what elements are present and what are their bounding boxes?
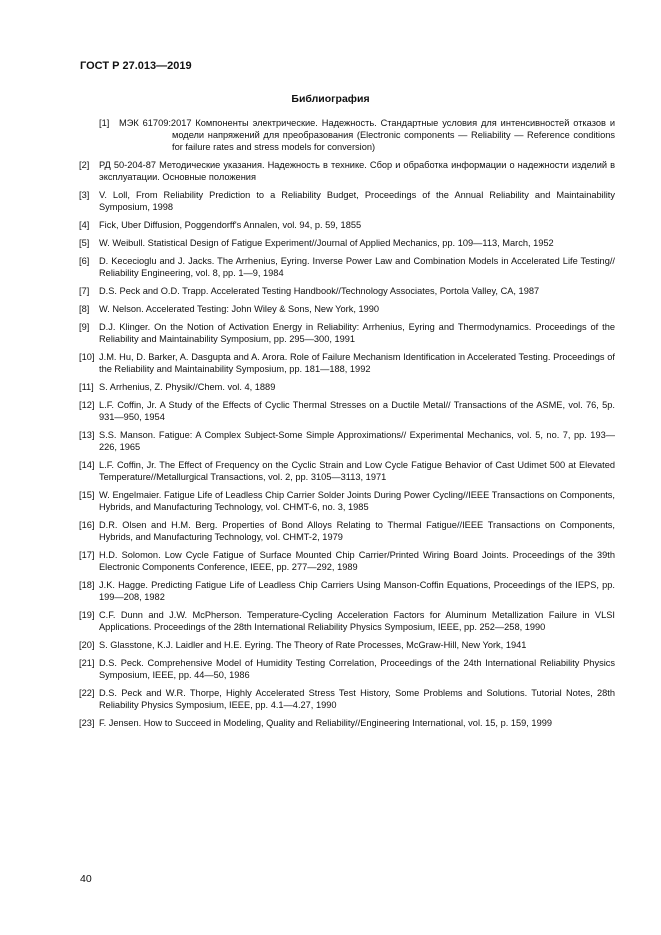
entry-text: L.F. Coffin, Jr. A Study of the Effects of Cyclic Thermal Stresses on a Ductile Metal// Transactions of the ASME, vol. 76, 5p. 931—950, 1954 bbox=[99, 400, 615, 422]
bibliography-title: Библиография bbox=[291, 93, 370, 105]
entry-text: D.R. Olsen and H.M. Berg. Properties of Bond Alloys Relating to Thermal Fatigue//IEEE Transactions on Components, Hybrids, and Manufacturing Technology, vol. CHMT-2, 1979 bbox=[99, 520, 615, 542]
bibliography-entry bbox=[79, 237, 615, 249]
entry-text: F. Jensen. How to Succeed in Modeling, Quality and Reliability//Engineering International, vol. 15, p. 159, 1999 bbox=[99, 718, 553, 728]
bibliography-entry bbox=[79, 579, 615, 603]
entry-number: [4] bbox=[79, 220, 90, 230]
bibliography-entry bbox=[79, 381, 615, 393]
entry-number: [18] bbox=[79, 580, 95, 590]
entry-number: [6] bbox=[79, 256, 90, 266]
bibliography-entry bbox=[79, 285, 615, 297]
entry-text: W. Weibull. Statistical Design of Fatigue Experiment//Journal of Applied Mechanics, pp. 109—113, March, 1952 bbox=[99, 238, 554, 248]
bibliography-list bbox=[79, 117, 615, 735]
entry-number: [2] bbox=[79, 160, 90, 170]
entry-number: [7] bbox=[79, 286, 90, 296]
bibliography-entry bbox=[79, 117, 615, 153]
bibliography-entry bbox=[79, 717, 615, 729]
bibliography-entry bbox=[79, 639, 615, 651]
bibliography-entry bbox=[79, 489, 615, 513]
entry-text: L.F. Coffin, Jr. The Effect of Frequency on the Cyclic Strain and Low Cycle Fatigue Behavior of Cast Udimet 500 at Elevated Temperature//Metallurgical Transactions, vol. 2, pp. 3105—3113, 1971 bbox=[99, 460, 615, 482]
entry-number: [3] bbox=[79, 190, 90, 200]
entry-number: [15] bbox=[79, 490, 95, 500]
entry-text: V. Loll, From Reliability Prediction to a Reliability Budget, Proceedings of the Annual Reliability and Maintainability Symposium, 1998 bbox=[99, 190, 615, 212]
entry-number: [19] bbox=[79, 610, 95, 620]
entry-number: [5] bbox=[79, 238, 90, 248]
bibliography-entry bbox=[79, 519, 615, 543]
entry-text: Fick, Uber Diffusion, Poggendorff's Annalen, vol. 94, p. 59, 1855 bbox=[99, 220, 362, 230]
entry-number: [20] bbox=[79, 640, 95, 650]
entry-number: [23] bbox=[79, 718, 95, 728]
entry-number: [1] bbox=[99, 118, 110, 128]
bibliography-entry bbox=[79, 159, 615, 183]
entry-text: D.S. Peck and W.R. Thorpe, Highly Accelerated Stress Test History, Some Problems and Solutions. Tutorial Notes, 28th Reliability Physics Symposium, IEEE, pp. 4.1—4.27, 1990 bbox=[99, 688, 615, 710]
entry-text: D. Kececioglu and J. Jacks. The Arrhenius, Eyring. Inverse Power Law and Combination Models in Accelerated Life Testing// Reliability Engineering, vol. 8, pp. 1—9, 1984 bbox=[99, 256, 615, 278]
entry-text: D.S. Peck. Comprehensive Model of Humidity Testing Correlation, Proceedings of the 24th International Reliability Physics Symposium, IEEE, pp. 44—50, 1986 bbox=[99, 658, 615, 680]
bibliography-entry bbox=[79, 429, 615, 453]
entry-number: [16] bbox=[79, 520, 95, 530]
entry-text: J.M. Hu, D. Barker, A. Dasgupta and A. Arora. Role of Failure Mechanism Identification in Accelerated Testing. Proceedings of the Reliability and Maintainability Symposium, pp. 181—188, 1992 bbox=[99, 352, 615, 374]
entry-number: [21] bbox=[79, 658, 95, 668]
entry-number: [10] bbox=[79, 352, 95, 362]
entry-text: W. Engelmaier. Fatigue Life of Leadless Chip Carrier Solder Joints During Power Cycling//IEEE Transactions on Components, Hybrids, and Manufacturing Technology, vol. CHMT-6, no. 3, 1985 bbox=[99, 490, 615, 512]
bibliography-entry bbox=[79, 219, 615, 231]
bibliography-entry bbox=[79, 549, 615, 573]
bibliography-entry bbox=[79, 459, 615, 483]
page-number: 40 bbox=[80, 873, 92, 885]
entry-number: [9] bbox=[79, 322, 90, 332]
entry-text: J.K. Hagge. Predicting Fatigue Life of Leadless Chip Carriers Using Manson-Coffin Equations, Proceedings of the IEPS, pp. 199—208, 1982 bbox=[99, 580, 615, 602]
bibliography-entry bbox=[79, 687, 615, 711]
bibliography-entry bbox=[79, 189, 615, 213]
bibliography-entry bbox=[79, 303, 615, 315]
bibliography-entry bbox=[79, 657, 615, 681]
entry-text: S. Glasstone, K.J. Laidler and H.E. Eyring. The Theory of Rate Processes, McGraw-Hill, New York, 1941 bbox=[99, 640, 527, 650]
entry-text: H.D. Solomon. Low Cycle Fatigue of Surface Mounted Chip Carrier/Printed Wiring Board Joints. Proceedings of the 39th Electronic Components Conference, IEEE, pp. 277—292, 1989 bbox=[99, 550, 615, 572]
entry-text: C.F. Dunn and J.W. McPherson. Temperature-Cycling Acceleration Factors for Aluminum Metallization Failure in VLSI Applications. Proceedings of the 28th International Reliability Physics Symposium, IEEE, pp. 252—258, 1990 bbox=[99, 610, 615, 632]
entry-number: [8] bbox=[79, 304, 90, 314]
entry-text: S.S. Manson. Fatigue: A Complex Subject-Some Simple Approximations// Experimental Mechanics, vol. 5, no. 7, pp. 193—226, 1965 bbox=[99, 430, 615, 452]
entry-text: D.S. Peck and O.D. Trapp. Accelerated Testing Handbook//Technology Associates, Portola Valley, CA, 1987 bbox=[99, 286, 540, 296]
entry-text: РД 50-204-87 Методические указания. Надежность в технике. Сбор и обработка информации о надежности изделий в эксплуатации. Основные положения bbox=[99, 160, 615, 182]
bibliography-entry bbox=[79, 609, 615, 633]
bibliography-entry bbox=[79, 321, 615, 345]
bibliography-entry bbox=[79, 255, 615, 279]
entry-text: S. Arrhenius, Z. Physik//Chem. vol. 4, 1889 bbox=[99, 382, 276, 392]
entry-number: [17] bbox=[79, 550, 95, 560]
bibliography-entry bbox=[79, 399, 615, 423]
entry-number: [13] bbox=[79, 430, 95, 440]
entry-text: МЭК 61709:2017 Компоненты электрические. Надежность. Стандартные условия для интенсивностей отказов и модели напряжений для преобразования (Electronic components — Reliability — Reference conditions for failure rates and stress models for conversion) bbox=[119, 118, 615, 152]
entry-number: [14] bbox=[79, 460, 95, 470]
entry-number: [11] bbox=[79, 382, 94, 392]
entry-number: [12] bbox=[79, 400, 95, 410]
bibliography-entry bbox=[79, 351, 615, 375]
entry-text: D.J. Klinger. On the Notion of Activation Energy in Reliability: Arrhenius, Eyring and Thermodynamics. Proceedings of the Reliability and Maintainability Symposium, pp. 295—300, 1991 bbox=[99, 322, 615, 344]
entry-number: [22] bbox=[79, 688, 95, 698]
entry-text: W. Nelson. Accelerated Testing: John Wiley & Sons, New York, 1990 bbox=[99, 304, 380, 314]
document-header: ГОСТ Р 27.013—2019 bbox=[80, 60, 192, 72]
